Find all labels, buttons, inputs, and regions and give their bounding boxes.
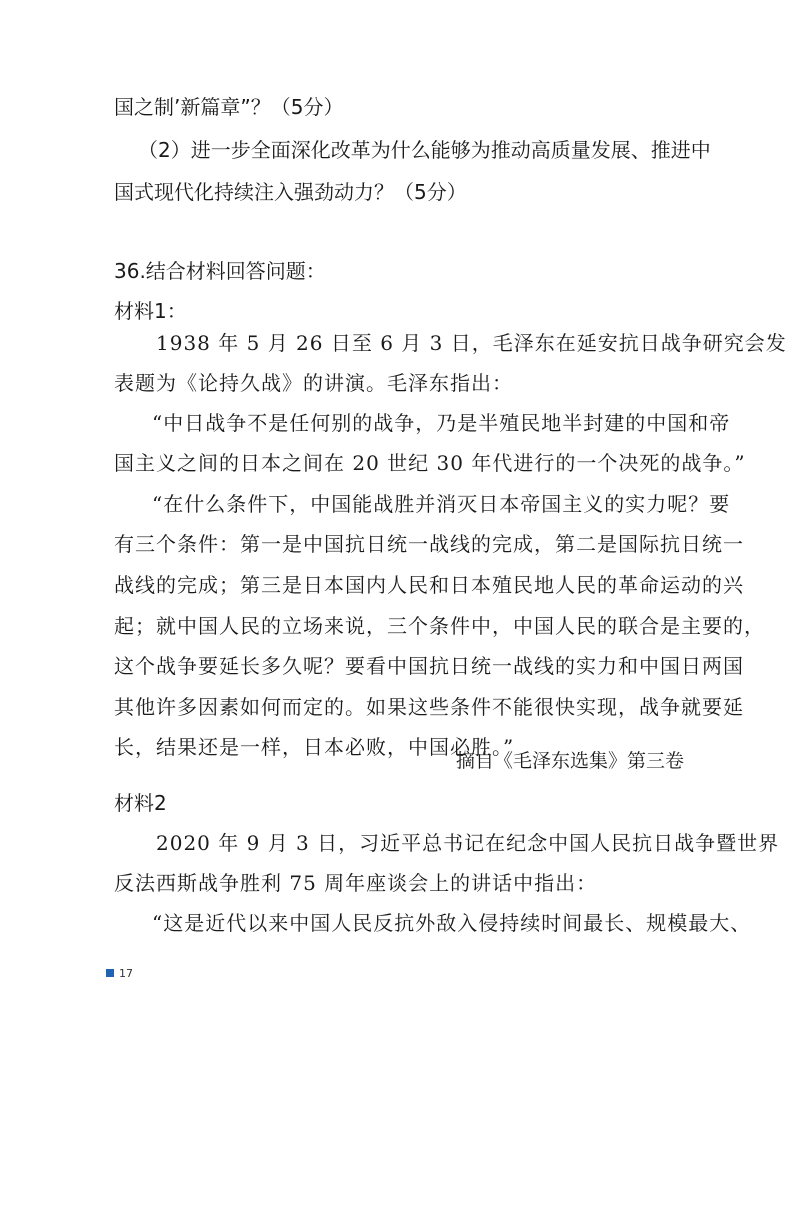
material-1-label: 材料1： — [114, 299, 187, 323]
material-2-line: “这是近代以来中国人民反抗外敌入侵持续时间最长、规模最大、 — [152, 911, 752, 935]
material-1-line: 表题为《论持久战》的讲演。毛泽东指出： — [114, 371, 513, 395]
material-1-line: 这个战争要延长多久呢？要看中国抗日统一战线的实力和中国日两国 — [114, 654, 744, 678]
material-1-line: “中日战争不是任何别的战争，乃是半殖民地半封建的中国和帝 — [152, 411, 731, 435]
material-1-line: 1938 年 5 月 26 日至 6 月 3 日，毛泽东在延安抗日战争研究会发 — [156, 331, 787, 355]
page-marker-square-icon — [106, 969, 114, 977]
page-footer — [106, 966, 133, 980]
material-1-line: 有三个条件：第一是中国抗日统一战线的完成，第二是国际抗日统一 — [114, 532, 744, 556]
page-number: 17 — [119, 966, 133, 980]
material-2-label: 材料2 — [114, 791, 167, 815]
q36-heading: 36.结合材料回答问题： — [114, 259, 326, 283]
q35-subquestion-2: （2）进一步全面深化改革为什么能够为推动高质量发展、推进中 — [138, 138, 711, 162]
material-1-line: 长，结果还是一样，日本必败，中国必胜。” — [114, 735, 515, 759]
q35-line-1: 国之制’新篇章”？（5分） — [114, 95, 344, 119]
material-1-line: 国主义之间的日本之间在 20 世纪 30 年代进行的一个决死的战争。” — [114, 451, 746, 475]
material-1-line: 战线的完成；第三是日本国内人民和日本殖民地人民的革命运动的兴 — [114, 573, 744, 597]
q35-line-3: 国式现代化持续注入强劲动力？（5分） — [114, 180, 467, 204]
material-1-line: 其他许多因素如何而定的。如果这些条件不能很快实现，战争就要延 — [114, 695, 744, 719]
material-2-line: 2020 年 9 月 3 日，习近平总书记在纪念中国人民抗日战争暨世界 — [156, 831, 780, 855]
material-1-line: 起；就中国人民的立场来说，三个条件中，中国人民的联合是主要的， — [114, 614, 765, 638]
material-1-source: 摘自《毛泽东选集》第三卷 — [456, 750, 685, 772]
material-2-line: 反法西斯战争胜利 75 周年座谈会上的讲话中指出： — [114, 871, 598, 895]
material-1-line: “在什么条件下，中国能战胜并消灭日本帝国主义的实力呢？要 — [152, 492, 731, 516]
